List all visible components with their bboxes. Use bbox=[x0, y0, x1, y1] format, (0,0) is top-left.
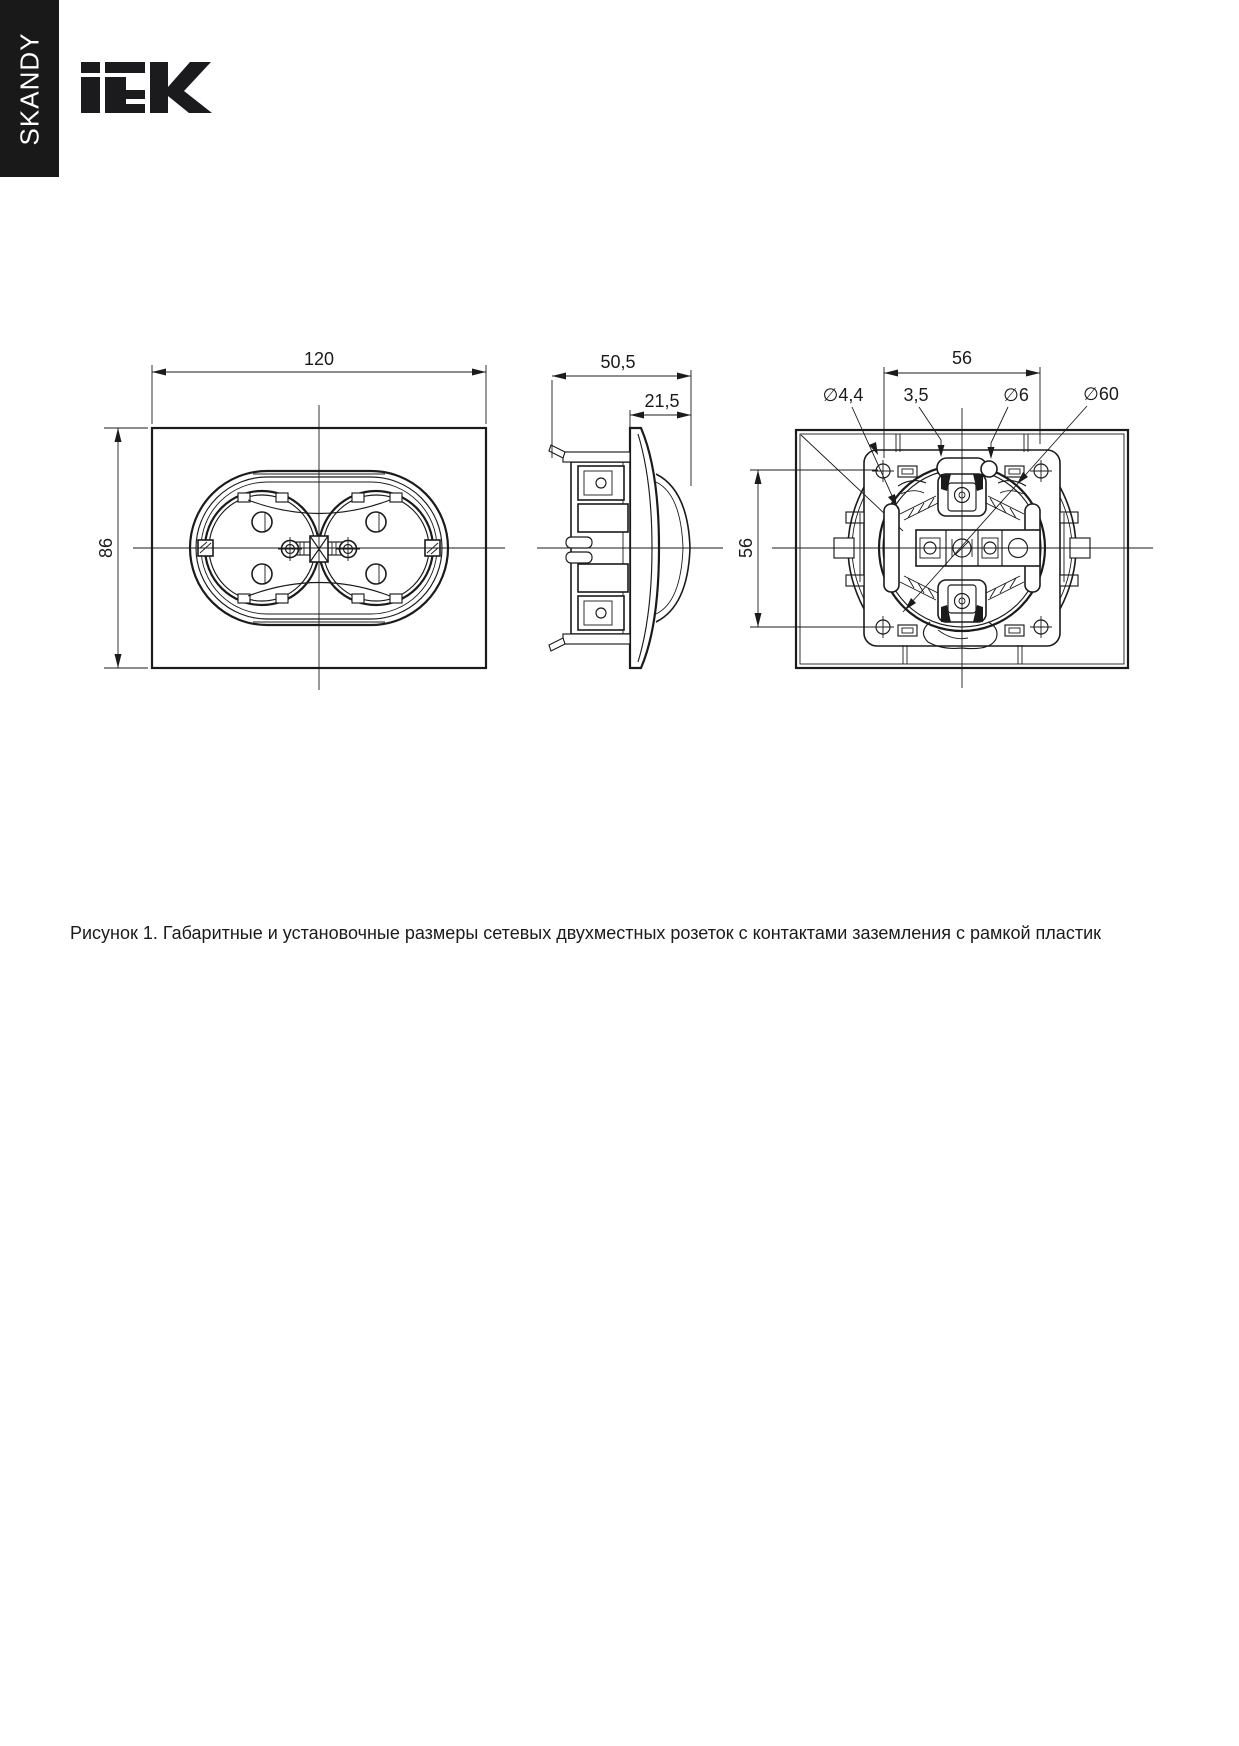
figure-caption: Рисунок 1. Габаритные и установочные размеры сетевых двухместных розеток с контактами заземления с рамкой пластик bbox=[70, 923, 1101, 943]
front-height-label: 86 bbox=[96, 537, 116, 559]
rear-width-label: 56 bbox=[951, 348, 973, 368]
rear-height-dimension bbox=[736, 470, 878, 627]
side-view bbox=[537, 352, 723, 668]
rear-claw-slot-label: 3,5 bbox=[903, 385, 929, 405]
series-label: SKANDY bbox=[14, 32, 44, 145]
rear-box-dia-label: ∅60 bbox=[1083, 384, 1119, 404]
side-protrusion-label: 21,5 bbox=[644, 391, 680, 411]
rear-top-claw bbox=[937, 458, 997, 516]
rear-hole-label: ∅6 bbox=[1003, 385, 1029, 405]
rear-hole-callout bbox=[988, 385, 1029, 459]
figure-1-drawing bbox=[0, 0, 1239, 760]
rear-box-dia-callout bbox=[903, 384, 1119, 612]
rear-view bbox=[736, 348, 1153, 688]
rear-screw-hole-label: ∅4,4 bbox=[822, 385, 864, 405]
front-view bbox=[96, 349, 505, 690]
side-protrusion-dimension bbox=[630, 391, 691, 430]
side-depth-label: 50,5 bbox=[600, 352, 636, 372]
rear-bottom-claw bbox=[923, 580, 997, 649]
rear-height-label: 56 bbox=[736, 537, 756, 559]
front-width-label: 120 bbox=[303, 349, 335, 369]
rear-claw-slot-callout bbox=[903, 385, 944, 457]
